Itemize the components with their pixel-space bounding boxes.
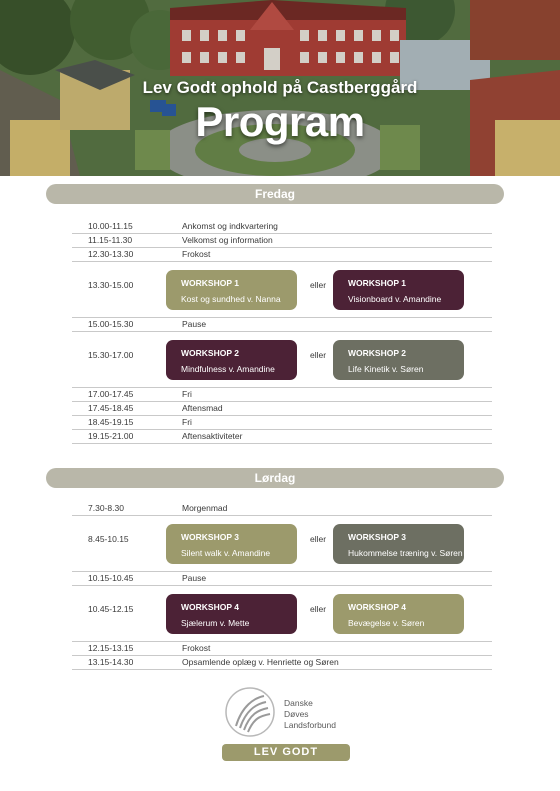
row-activity: Pause [182,319,207,329]
org-line: Døves [284,709,309,719]
or-label: eller [310,280,327,290]
row-activity: Velkomst og information [182,235,273,245]
row-activity: Aftensmad [182,403,223,413]
workshop-card[interactable] [166,340,297,380]
schedule-row [72,318,492,332]
workshop-card[interactable] [166,594,297,634]
row-time: 7.30-8.30 [88,503,124,513]
schedule-row [72,220,492,234]
row-time: 11.15-11.30 [88,235,133,245]
schedule-row [72,248,492,262]
schedule-row-workshop [72,586,492,642]
workshop-heading: WORKSHOP 2 [181,348,239,358]
row-activity: Morgenmad [182,503,228,513]
row-time: 10.00-11.15 [88,221,133,231]
workshop-heading: WORKSHOP 4 [348,602,406,612]
org-name [284,698,336,731]
row-activity: Pause [182,573,207,583]
schedule-row-workshop [72,332,492,388]
schedule-row-workshop [72,516,492,572]
schedule-row-workshop [72,262,492,318]
or-label: eller [310,604,327,614]
row-time: 17.00-17.45 [88,389,134,399]
row-activity: Ankomst og indkvartering [182,221,278,231]
hero-subtitle: Lev Godt ophold på Castberggård [142,78,418,97]
org-line: Danske [284,698,313,708]
workshop-detail: Bevægelse v. Søren [348,618,425,628]
workshop-detail: Life Kinetik v. Søren [348,364,424,374]
schedule-row [72,502,492,516]
row-time: 15.00-15.30 [88,319,134,329]
hero-banner [0,0,560,176]
row-activity: Fri [182,417,192,427]
schedule-row [72,416,492,430]
workshop-card[interactable] [333,340,464,380]
row-time: 13.30-15.00 [88,280,134,290]
workshop-card[interactable] [333,270,464,310]
row-time: 8.45-10.15 [88,534,129,544]
workshop-heading: WORKSHOP 3 [348,532,406,542]
workshop-card[interactable] [166,524,297,564]
row-time: 15.30-17.00 [88,350,134,360]
schedule-row [72,402,492,416]
row-time: 12.15-13.15 [88,643,134,653]
page-title: Program [195,98,365,145]
row-time: 17.45-18.45 [88,403,134,413]
org-line: Landsforbund [284,720,336,730]
workshop-heading: WORKSHOP 1 [181,278,239,288]
row-activity: Opsamlende oplæg v. Henriette og Søren [182,657,339,667]
workshop-detail: Sjælerum v. Mette [181,618,250,628]
workshop-heading: WORKSHOP 1 [348,278,406,288]
day-header-fredag: Fredag [46,184,504,204]
row-activity: Frokost [182,249,211,259]
schedule-row [72,388,492,402]
workshop-card[interactable] [166,270,297,310]
schedule-row [72,572,492,586]
workshop-detail: Visionboard v. Amandine [348,294,442,304]
lev-godt-badge: LEV GODT [222,744,350,761]
row-time: 12.30-13.30 [88,249,134,259]
schedule-row [72,430,492,444]
row-time: 19.15-21.00 [88,431,134,441]
schedule-row [72,656,492,670]
workshop-detail: Mindfulness v. Amandine [181,364,275,374]
workshop-heading: WORKSHOP 2 [348,348,406,358]
ddl-logo-icon [224,686,276,738]
schedule-row [72,642,492,656]
row-activity: Frokost [182,643,211,653]
workshop-heading: WORKSHOP 4 [181,602,239,612]
workshop-detail: Kost og sundhed v. Nanna [181,294,281,304]
schedule-row [72,234,492,248]
row-time: 18.45-19.15 [88,417,134,427]
or-label: eller [310,350,327,360]
day-header-lordag: Lørdag [46,468,504,488]
workshop-card[interactable] [333,594,464,634]
row-activity: Fri [182,389,192,399]
workshop-heading: WORKSHOP 3 [181,532,239,542]
or-label: eller [310,534,327,544]
row-time: 13.15-14.30 [88,657,134,667]
workshop-card[interactable] [333,524,464,564]
workshop-detail: Hukommelse træning v. Søren [348,548,463,558]
workshop-detail: Silent walk v. Amandine [181,548,271,558]
row-time: 10.15-10.45 [88,573,134,583]
row-time: 10.45-12.15 [88,604,134,614]
row-activity: Aftensaktiviteter [182,431,243,441]
